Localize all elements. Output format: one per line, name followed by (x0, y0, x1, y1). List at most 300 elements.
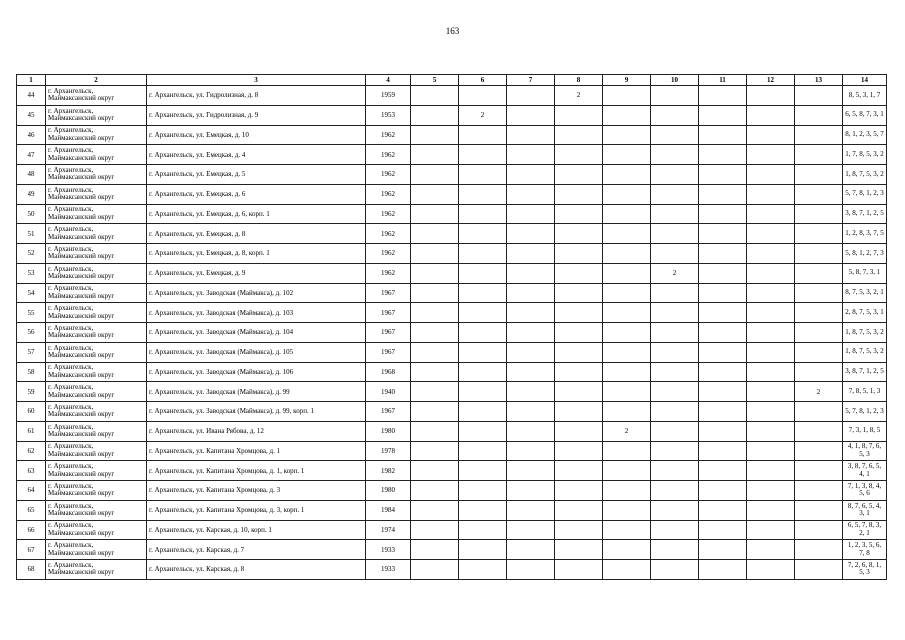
year-cell: 1974 (366, 520, 411, 540)
column-8-cell (555, 105, 603, 125)
column-5-cell (411, 244, 459, 264)
column-9-cell (603, 461, 651, 481)
locality-cell (46, 560, 147, 580)
column-13-cell (795, 224, 843, 244)
locality-cell (46, 461, 147, 481)
column-number-cell: 6 (459, 75, 507, 86)
column-7-cell (507, 382, 555, 402)
year-cell: 1962 (366, 184, 411, 204)
locality-cell (46, 500, 147, 520)
column-12-cell (747, 402, 795, 422)
column-9-cell (603, 224, 651, 244)
locality-line: г. Архангельск, (48, 205, 94, 214)
column-10-cell (651, 520, 699, 540)
column-9-cell (603, 323, 651, 343)
codes-cell: 1, 2, 8, 3, 7, 5 (843, 224, 887, 244)
column-8-cell (555, 184, 603, 204)
locality-cell (46, 481, 147, 501)
column-8-cell (555, 382, 603, 402)
column-13-cell (795, 263, 843, 283)
column-number-cell: 10 (651, 75, 699, 86)
locality-line: г. Архангельск, (48, 422, 94, 431)
column-8-cell (555, 145, 603, 165)
table-row (17, 204, 887, 224)
column-13-cell (795, 441, 843, 461)
locality-cell (46, 145, 147, 165)
column-8-cell (555, 303, 603, 323)
column-number-cell: 7 (507, 75, 555, 86)
column-12-cell (747, 323, 795, 343)
year-cell: 1933 (366, 540, 411, 560)
column-9-cell (603, 500, 651, 520)
column-12-cell (747, 184, 795, 204)
column-number-cell: 13 (795, 75, 843, 86)
column-8-cell (555, 342, 603, 362)
locality-line: Маймаксанский округ (48, 193, 115, 202)
column-10-cell (651, 481, 699, 501)
table-row (17, 263, 887, 283)
locality-line: Маймаксанский округ (48, 212, 115, 221)
column-8-cell (555, 500, 603, 520)
column-13-cell (795, 520, 843, 540)
column-13-cell (795, 540, 843, 560)
column-9-cell (603, 145, 651, 165)
year-cell: 1967 (366, 323, 411, 343)
address-cell: г. Архангельск, ул. Заводская (Маймакса), д. 99 (147, 382, 366, 402)
year-cell: 1962 (366, 145, 411, 165)
column-6-cell (459, 263, 507, 283)
column-6-cell (459, 342, 507, 362)
locality-line: Маймаксанский округ (48, 390, 115, 399)
column-10-cell (651, 125, 699, 145)
column-6-cell (459, 461, 507, 481)
column-6-cell (459, 323, 507, 343)
column-11-cell (699, 145, 747, 165)
column-12-cell (747, 560, 795, 580)
column-8-cell (555, 224, 603, 244)
locality-line: Маймаксанский округ (48, 291, 115, 300)
table-row (17, 125, 887, 145)
column-9-cell (603, 560, 651, 580)
locality-cell (46, 402, 147, 422)
year-cell: 1967 (366, 402, 411, 422)
year-cell: 1968 (366, 362, 411, 382)
address-cell: г. Архангельск, ул. Емецкая, д. 5 (147, 165, 366, 185)
column-10-cell (651, 303, 699, 323)
locality-line: Маймаксанский округ (48, 410, 115, 419)
codes-cell: 1, 8, 7, 5, 3, 2 (843, 323, 887, 343)
table-row (17, 441, 887, 461)
column-7-cell (507, 342, 555, 362)
column-7-cell (507, 481, 555, 501)
column-5-cell (411, 105, 459, 125)
row-number-cell: 57 (17, 342, 46, 362)
column-9-cell (603, 342, 651, 362)
column-number-cell: 11 (699, 75, 747, 86)
table-row (17, 402, 887, 422)
locality-line: Маймаксанский округ (48, 528, 115, 537)
address-cell: г. Архангельск, ул. Заводская (Маймакса), д. 102 (147, 283, 366, 303)
codes-cell: 4, 1, 8, 7, 6, 5, 3 (843, 441, 887, 461)
column-5-cell (411, 303, 459, 323)
column-13-cell (795, 500, 843, 520)
column-7-cell (507, 263, 555, 283)
year-cell: 1940 (366, 382, 411, 402)
column-9-cell (603, 540, 651, 560)
locality-line: Маймаксанский округ (48, 232, 115, 241)
column-5-cell (411, 283, 459, 303)
column-13-cell (795, 323, 843, 343)
column-13-cell (795, 342, 843, 362)
table-row (17, 165, 887, 185)
locality-cell (46, 342, 147, 362)
locality-cell (46, 86, 147, 106)
row-number-cell: 50 (17, 204, 46, 224)
locality-line: г. Архангельск, (48, 106, 94, 115)
column-9-cell (603, 402, 651, 422)
locality-line: Маймаксанский округ (48, 509, 115, 518)
column-10-cell (651, 105, 699, 125)
address-cell: г. Архангельск, ул. Карская, д. 10, корп. 1 (147, 520, 366, 540)
column-5-cell (411, 500, 459, 520)
year-cell: 1962 (366, 263, 411, 283)
locality-cell (46, 441, 147, 461)
column-6-cell (459, 283, 507, 303)
column-10-cell (651, 323, 699, 343)
column-6-cell (459, 402, 507, 422)
row-number-cell: 67 (17, 540, 46, 560)
column-7-cell (507, 244, 555, 264)
address-cell: г. Архангельск, ул. Карская, д. 7 (147, 540, 366, 560)
locality-line: г. Архангельск, (48, 284, 94, 293)
locality-cell (46, 263, 147, 283)
column-9-cell (603, 362, 651, 382)
column-5-cell (411, 323, 459, 343)
locality-cell (46, 303, 147, 323)
codes-cell: 7, 1, 3, 8, 4, 5, 6 (843, 481, 887, 501)
column-7-cell (507, 421, 555, 441)
table-row (17, 145, 887, 165)
locality-cell (46, 520, 147, 540)
column-12-cell (747, 204, 795, 224)
column-8-cell (555, 540, 603, 560)
locality-line: Маймаксанский округ (48, 331, 115, 340)
codes-cell: 1, 2, 3, 5, 6, 7, 8 (843, 540, 887, 560)
column-7-cell (507, 184, 555, 204)
column-12-cell (747, 362, 795, 382)
column-13-cell (795, 165, 843, 185)
column-5-cell (411, 481, 459, 501)
locality-line: Маймаксанский округ (48, 548, 115, 557)
column-5-cell (411, 402, 459, 422)
column-7-cell (507, 125, 555, 145)
column-7-cell (507, 303, 555, 323)
column-10-cell (651, 362, 699, 382)
column-8-cell (555, 362, 603, 382)
column-number-cell: 8 (555, 75, 603, 86)
column-7-cell (507, 105, 555, 125)
row-number-cell: 56 (17, 323, 46, 343)
codes-cell: 8, 7, 5, 3, 2, 1 (843, 283, 887, 303)
year-cell: 1980 (366, 421, 411, 441)
column-9-cell (603, 86, 651, 106)
codes-cell: 3, 8, 7, 1, 2, 5 (843, 204, 887, 224)
column-11-cell (699, 244, 747, 264)
column-7-cell (507, 540, 555, 560)
column-7-cell (507, 402, 555, 422)
column-13-cell (795, 204, 843, 224)
column-10-cell (651, 461, 699, 481)
locality-line: г. Архангельск, (48, 560, 94, 569)
column-5-cell (411, 184, 459, 204)
column-number-cell: 14 (843, 75, 887, 86)
column-11-cell (699, 283, 747, 303)
locality-cell (46, 540, 147, 560)
column-9-cell (603, 283, 651, 303)
column-10-cell (651, 540, 699, 560)
locality-line: Маймаксанский округ (48, 568, 115, 577)
column-11-cell (699, 204, 747, 224)
column-10-cell: 2 (651, 263, 699, 283)
column-10-cell (651, 86, 699, 106)
column-6-cell (459, 362, 507, 382)
column-13-cell (795, 145, 843, 165)
row-number-cell: 52 (17, 244, 46, 264)
column-13-cell (795, 283, 843, 303)
column-10-cell (651, 283, 699, 303)
column-8-cell (555, 421, 603, 441)
locality-line: г. Архангельск, (48, 244, 94, 253)
codes-cell: 8, 5, 3, 1, 7 (843, 86, 887, 106)
codes-cell: 8, 1, 2, 3, 5, 7 (843, 125, 887, 145)
locality-line: г. Архангельск, (48, 442, 94, 451)
locality-line: г. Архангельск, (48, 323, 94, 332)
housing-table (16, 74, 887, 580)
address-cell: г. Архангельск, ул. Емецкая, д. 6 (147, 184, 366, 204)
row-number-cell: 62 (17, 441, 46, 461)
column-8-cell (555, 520, 603, 540)
column-11-cell (699, 303, 747, 323)
table-row (17, 224, 887, 244)
column-7-cell (507, 224, 555, 244)
locality-line: г. Архангельск, (48, 383, 94, 392)
column-13-cell (795, 86, 843, 106)
column-9-cell: 2 (603, 421, 651, 441)
locality-line: Маймаксанский округ (48, 173, 115, 182)
column-12-cell (747, 342, 795, 362)
year-cell: 1962 (366, 204, 411, 224)
column-11-cell (699, 184, 747, 204)
column-8-cell (555, 283, 603, 303)
column-13-cell (795, 303, 843, 323)
address-cell: г. Архангельск, ул. Капитана Хромцова, д. 3, корп. 1 (147, 500, 366, 520)
column-7-cell (507, 165, 555, 185)
column-8-cell (555, 204, 603, 224)
column-number-cell: 9 (603, 75, 651, 86)
table-row (17, 105, 887, 125)
codes-cell: 6, 5, 8, 7, 3, 1 (843, 105, 887, 125)
column-5-cell (411, 362, 459, 382)
column-13-cell (795, 560, 843, 580)
row-number-cell: 46 (17, 125, 46, 145)
year-cell: 1962 (366, 165, 411, 185)
locality-line: г. Архангельск, (48, 462, 94, 471)
column-7-cell (507, 145, 555, 165)
year-cell: 1962 (366, 224, 411, 244)
year-cell: 1962 (366, 125, 411, 145)
row-number-cell: 55 (17, 303, 46, 323)
column-12-cell (747, 441, 795, 461)
column-9-cell (603, 382, 651, 402)
column-8-cell (555, 461, 603, 481)
row-number-cell: 58 (17, 362, 46, 382)
column-11-cell (699, 540, 747, 560)
year-cell: 1978 (366, 441, 411, 461)
codes-cell: 1, 7, 8, 5, 3, 2 (843, 145, 887, 165)
locality-line: Маймаксанский округ (48, 272, 115, 281)
column-10-cell (651, 244, 699, 264)
column-12-cell (747, 481, 795, 501)
locality-line: г. Архангельск, (48, 185, 94, 194)
locality-line: г. Архангельск, (48, 86, 94, 95)
column-13-cell (795, 421, 843, 441)
column-5-cell (411, 263, 459, 283)
row-number-cell: 61 (17, 421, 46, 441)
locality-line: г. Архангельск, (48, 501, 94, 510)
address-cell: г. Архангельск, ул. Заводская (Маймакса), д. 99, корп. 1 (147, 402, 366, 422)
column-12-cell (747, 303, 795, 323)
year-cell: 1953 (366, 105, 411, 125)
column-10-cell (651, 560, 699, 580)
column-11-cell (699, 461, 747, 481)
locality-cell (46, 204, 147, 224)
column-8-cell (555, 402, 603, 422)
locality-line: Маймаксанский округ (48, 94, 115, 103)
column-11-cell (699, 441, 747, 461)
column-11-cell (699, 481, 747, 501)
address-cell: г. Архангельск, ул. Емецкая, д. 8 (147, 224, 366, 244)
locality-cell (46, 283, 147, 303)
column-6-cell (459, 165, 507, 185)
column-10-cell (651, 204, 699, 224)
column-11-cell (699, 520, 747, 540)
locality-line: г. Архангельск, (48, 304, 94, 313)
column-12-cell (747, 165, 795, 185)
column-11-cell (699, 86, 747, 106)
column-10-cell (651, 402, 699, 422)
column-9-cell (603, 263, 651, 283)
column-11-cell (699, 402, 747, 422)
column-11-cell (699, 263, 747, 283)
column-12-cell (747, 224, 795, 244)
column-5-cell (411, 441, 459, 461)
locality-line: Маймаксанский округ (48, 430, 115, 439)
table-row (17, 500, 887, 520)
codes-cell: 5, 7, 8, 1, 2, 3 (843, 402, 887, 422)
column-12-cell (747, 86, 795, 106)
column-12-cell (747, 382, 795, 402)
column-number-row (17, 75, 887, 86)
column-5-cell (411, 520, 459, 540)
column-6-cell (459, 244, 507, 264)
column-number-cell: 12 (747, 75, 795, 86)
column-12-cell (747, 105, 795, 125)
column-7-cell (507, 461, 555, 481)
locality-cell (46, 125, 147, 145)
table-row (17, 323, 887, 343)
row-number-cell: 64 (17, 481, 46, 501)
column-6-cell (459, 500, 507, 520)
row-number-cell: 49 (17, 184, 46, 204)
address-cell: г. Архангельск, ул. Емецкая, д. 6, корп. 1 (147, 204, 366, 224)
codes-cell: 3, 8, 7, 1, 2, 5 (843, 362, 887, 382)
row-number-cell: 54 (17, 283, 46, 303)
column-9-cell (603, 481, 651, 501)
row-number-cell: 63 (17, 461, 46, 481)
column-5-cell (411, 461, 459, 481)
address-cell: г. Архангельск, ул. Капитана Хромцова, д. 3 (147, 481, 366, 501)
column-12-cell (747, 421, 795, 441)
column-13-cell (795, 125, 843, 145)
table-row (17, 560, 887, 580)
column-number-cell: 4 (366, 75, 411, 86)
year-cell: 1982 (366, 461, 411, 481)
column-7-cell (507, 362, 555, 382)
row-number-cell: 53 (17, 263, 46, 283)
column-number-cell: 3 (147, 75, 366, 86)
locality-line: Маймаксанский округ (48, 449, 115, 458)
locality-line: Маймаксанский округ (48, 311, 115, 320)
codes-cell: 5, 7, 8, 1, 2, 3 (843, 184, 887, 204)
locality-line: Маймаксанский округ (48, 370, 115, 379)
table-row (17, 184, 887, 204)
address-cell: г. Архангельск, ул. Емецкая, д. 9 (147, 263, 366, 283)
locality-line: Маймаксанский округ (48, 469, 115, 478)
locality-line: г. Архангельск, (48, 225, 94, 234)
table-row (17, 362, 887, 382)
column-5-cell (411, 540, 459, 560)
table-row (17, 303, 887, 323)
column-9-cell (603, 244, 651, 264)
table-row (17, 520, 887, 540)
column-11-cell (699, 560, 747, 580)
column-8-cell (555, 263, 603, 283)
column-12-cell (747, 125, 795, 145)
column-8-cell (555, 481, 603, 501)
locality-line: Маймаксанский округ (48, 133, 115, 142)
column-13-cell (795, 481, 843, 501)
locality-cell (46, 184, 147, 204)
column-6-cell: 2 (459, 105, 507, 125)
codes-cell: 7, 8, 5, 1, 3 (843, 382, 887, 402)
table-row (17, 540, 887, 560)
column-8-cell (555, 560, 603, 580)
locality-cell (46, 105, 147, 125)
column-5-cell (411, 125, 459, 145)
column-11-cell (699, 500, 747, 520)
column-13-cell (795, 184, 843, 204)
column-5-cell (411, 342, 459, 362)
column-5-cell (411, 165, 459, 185)
row-number-cell: 59 (17, 382, 46, 402)
table-row (17, 86, 887, 106)
column-11-cell (699, 382, 747, 402)
column-9-cell (603, 184, 651, 204)
address-cell: г. Архангельск, ул. Капитана Хромцова, д. 1 (147, 441, 366, 461)
address-cell: г. Архангельск, ул. Карская, д. 8 (147, 560, 366, 580)
column-12-cell (747, 500, 795, 520)
year-cell: 1967 (366, 283, 411, 303)
